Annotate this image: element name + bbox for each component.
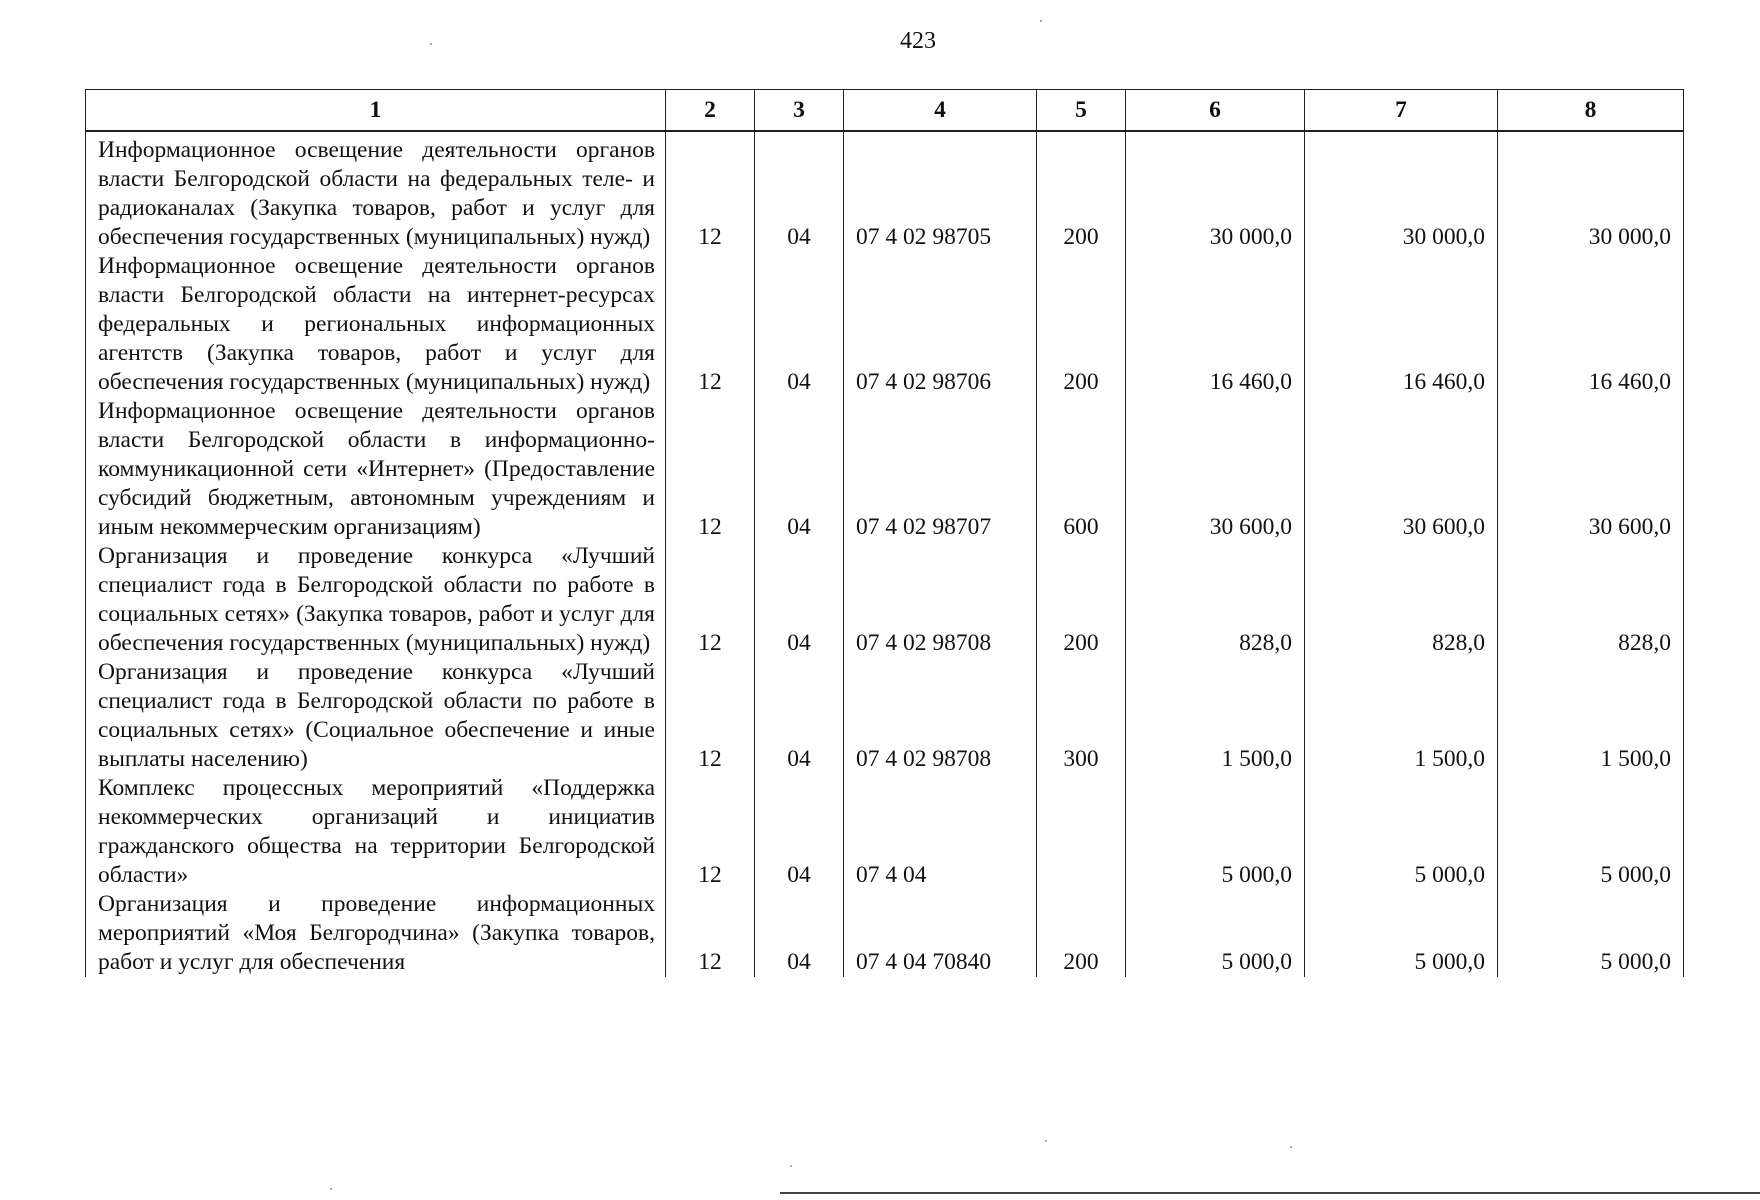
row-description: Комплекс процессных мероприятий «Поддержка некоммерческих организаций и инициатив гражданского общества на территории Белгородской области» [86,774,666,890]
table-row [86,542,1684,658]
row-section: 12 [666,890,755,977]
row-section: 12 [666,252,755,397]
row-description: Информационное освещение деятельности органов власти Белгородской области в информационно-коммуникационной сети «Интернет» (Предоставление субсидий бюджетным, автономным учреждениям и иным некоммерческим организациям) [86,397,666,542]
table-row [86,890,1684,977]
column-header-2: 2 [666,90,755,132]
row-target-code: 07 4 02 98705 [844,131,1037,252]
column-header-6: 6 [1126,90,1305,132]
header-row [86,90,1684,132]
row-target-code: 07 4 02 98708 [844,542,1037,658]
row-amount-6: 5 000,0 [1126,890,1305,977]
row-amount-6: 30 600,0 [1126,397,1305,542]
row-description: Организация и проведение информационных мероприятий «Моя Белгородчина» (Закупка товаров, работ и услуг для обеспечения [86,890,666,977]
row-subsection: 04 [755,252,844,397]
row-expense-type: 600 [1037,397,1126,542]
column-header-8: 8 [1498,90,1684,132]
row-subsection: 04 [755,890,844,977]
row-amount-8: 5 000,0 [1498,774,1684,890]
column-header-3: 3 [755,90,844,132]
row-description: Организация и проведение конкурса «Лучший специалист года в Белгородской области по работе в социальных сетях» (Социальное обеспечение и иные выплаты населению) [86,658,666,774]
column-header-4: 4 [844,90,1037,132]
row-expense-type: 200 [1037,542,1126,658]
scan-speck [1045,1140,1047,1142]
row-subsection: 04 [755,131,844,252]
row-section: 12 [666,131,755,252]
row-amount-8: 30 000,0 [1498,131,1684,252]
column-header-1: 1 [86,90,666,132]
row-amount-7: 5 000,0 [1305,890,1498,977]
row-subsection: 04 [755,658,844,774]
row-amount-7: 30 000,0 [1305,131,1498,252]
column-header-7: 7 [1305,90,1498,132]
row-subsection: 04 [755,542,844,658]
row-amount-8: 828,0 [1498,542,1684,658]
row-amount-7: 1 500,0 [1305,658,1498,774]
row-amount-8: 30 600,0 [1498,397,1684,542]
row-section: 12 [666,397,755,542]
row-amount-8: 5 000,0 [1498,890,1684,977]
row-section: 12 [666,542,755,658]
row-target-code: 07 4 02 98706 [844,252,1037,397]
row-description: Информационное освещение деятельности органов власти Белгородской области на федеральных теле- и радиоканалах (Закупка товаров, работ и услуг для обеспечения государственных (муниципальных) нужд) [86,131,666,252]
row-section: 12 [666,774,755,890]
table-row [86,397,1684,542]
bottom-rule [780,1192,1760,1194]
row-section: 12 [666,658,755,774]
row-expense-type [1037,774,1126,890]
table-row [86,252,1684,397]
row-amount-6: 1 500,0 [1126,658,1305,774]
row-amount-8: 16 460,0 [1498,252,1684,397]
scan-speck [1290,1146,1292,1148]
row-description: Информационное освещение деятельности органов власти Белгородской области на интернет-ресурсах федеральных и региональных информационных агентств (Закупка товаров, работ и услуг для обеспечения государственных (муниципальных) нужд) [86,252,666,397]
scan-speck [790,1165,792,1167]
row-target-code: 07 4 02 98707 [844,397,1037,542]
scan-speck [430,43,432,45]
table-row [86,131,1684,252]
row-subsection: 04 [755,397,844,542]
row-target-code: 07 4 04 [844,774,1037,890]
table-row [86,658,1684,774]
row-amount-7: 5 000,0 [1305,774,1498,890]
row-amount-6: 30 000,0 [1126,131,1305,252]
column-header-5: 5 [1037,90,1126,132]
row-description: Организация и проведение конкурса «Лучший специалист года в Белгородской области по работе в социальных сетях» (Закупка товаров, работ и услуг для обеспечения государственных (муниципальных) нужд) [86,542,666,658]
page-number: 423 [900,28,936,54]
budget-table [85,89,1684,977]
row-expense-type: 200 [1037,252,1126,397]
row-expense-type: 200 [1037,131,1126,252]
scan-speck [330,1188,332,1190]
row-amount-8: 1 500,0 [1498,658,1684,774]
row-subsection: 04 [755,774,844,890]
table-row [86,774,1684,890]
row-target-code: 07 4 04 70840 [844,890,1037,977]
scan-speck [1040,20,1042,22]
row-amount-7: 16 460,0 [1305,252,1498,397]
row-target-code: 07 4 02 98708 [844,658,1037,774]
row-amount-6: 5 000,0 [1126,774,1305,890]
row-expense-type: 300 [1037,658,1126,774]
row-amount-6: 16 460,0 [1126,252,1305,397]
row-amount-6: 828,0 [1126,542,1305,658]
row-amount-7: 30 600,0 [1305,397,1498,542]
row-amount-7: 828,0 [1305,542,1498,658]
row-expense-type: 200 [1037,890,1126,977]
